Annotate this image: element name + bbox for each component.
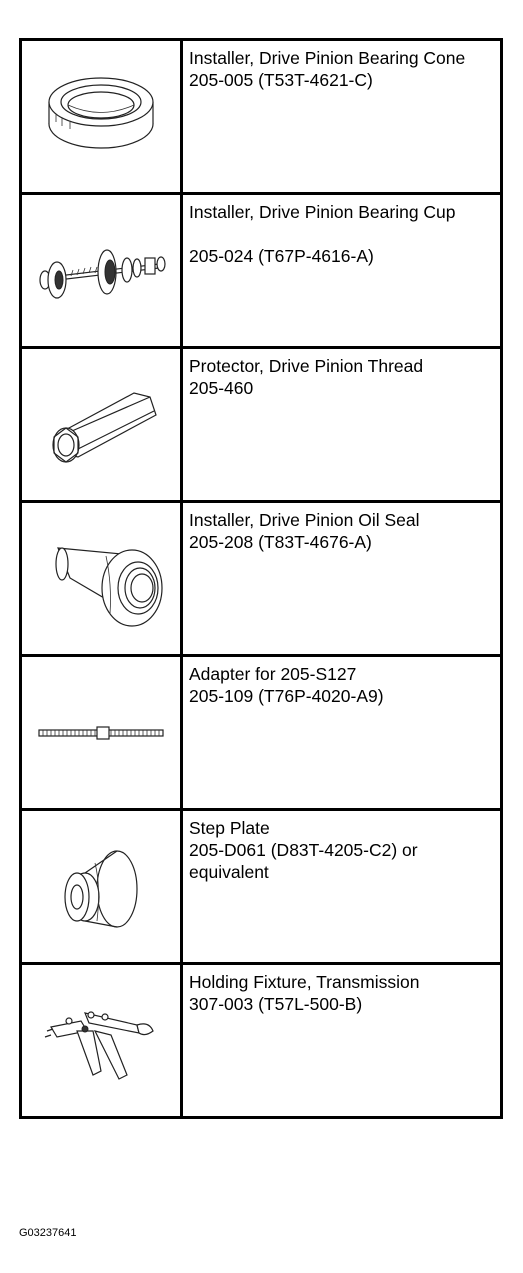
- bearing-cup-installer-icon: [31, 236, 171, 306]
- tool-description-cell: [182, 964, 502, 1118]
- tool-row: [21, 502, 502, 656]
- tool-description-cell: [182, 656, 502, 810]
- tool-illustration-cell: [21, 964, 182, 1118]
- tool-description-cell: [182, 502, 502, 656]
- tool-name: Adapter for 205-S127: [189, 664, 357, 684]
- step-plate-icon: [51, 837, 151, 937]
- tool-illustration-cell: [21, 502, 182, 656]
- oil-seal-installer-icon: [36, 524, 166, 634]
- tool-illustration-cell: [21, 40, 182, 194]
- tool-description-cell: [182, 40, 502, 194]
- tool-description-cell: [182, 348, 502, 502]
- tool-row: [21, 348, 502, 502]
- tool-illustration-cell: [21, 194, 182, 348]
- tool-illustration-cell: [21, 656, 182, 810]
- tool-row: [21, 40, 502, 194]
- tool-number: 307-003 (T57L-500-B): [189, 994, 363, 1014]
- tool-name: Protector, Drive Pinion Thread: [189, 356, 424, 376]
- tool-number: 205-208 (T83T-4676-A): [189, 532, 372, 552]
- tool-name: Holding Fixture, Transmission: [189, 972, 420, 992]
- tool-number: 205-024 (T67P-4616-A): [189, 246, 374, 266]
- line-spacer: [189, 223, 494, 245]
- tool-row: [21, 656, 502, 810]
- tool-illustration-cell: [21, 810, 182, 964]
- tool-number: 205-D061 (D83T-4205-C2) or equivalent: [189, 840, 418, 882]
- tool-name: Installer, Drive Pinion Oil Seal: [189, 510, 420, 530]
- holding-fixture-icon: [41, 991, 161, 1091]
- tool-number: 205-005 (T53T-4621-C): [189, 70, 373, 90]
- thread-protector-icon: [36, 375, 166, 475]
- tool-number: 205-460: [189, 378, 254, 398]
- tool-row: [21, 194, 502, 348]
- tool-name: Step Plate: [189, 818, 270, 838]
- bearing-cone-installer-icon: [36, 72, 166, 162]
- tool-illustration-cell: [21, 348, 182, 502]
- tool-row: [21, 964, 502, 1118]
- tool-row: [21, 810, 502, 964]
- tool-name: Installer, Drive Pinion Bearing Cone: [189, 48, 466, 68]
- tool-number: 205-109 (T76P-4020-A9): [189, 686, 384, 706]
- tool-description-cell: [182, 194, 502, 348]
- tool-name: Installer, Drive Pinion Bearing Cup: [189, 202, 456, 222]
- threaded-adapter-icon: [31, 723, 171, 743]
- special-tools-table: [19, 38, 503, 1119]
- tool-description-cell: [182, 810, 502, 964]
- figure-id: G03237641: [19, 1227, 77, 1239]
